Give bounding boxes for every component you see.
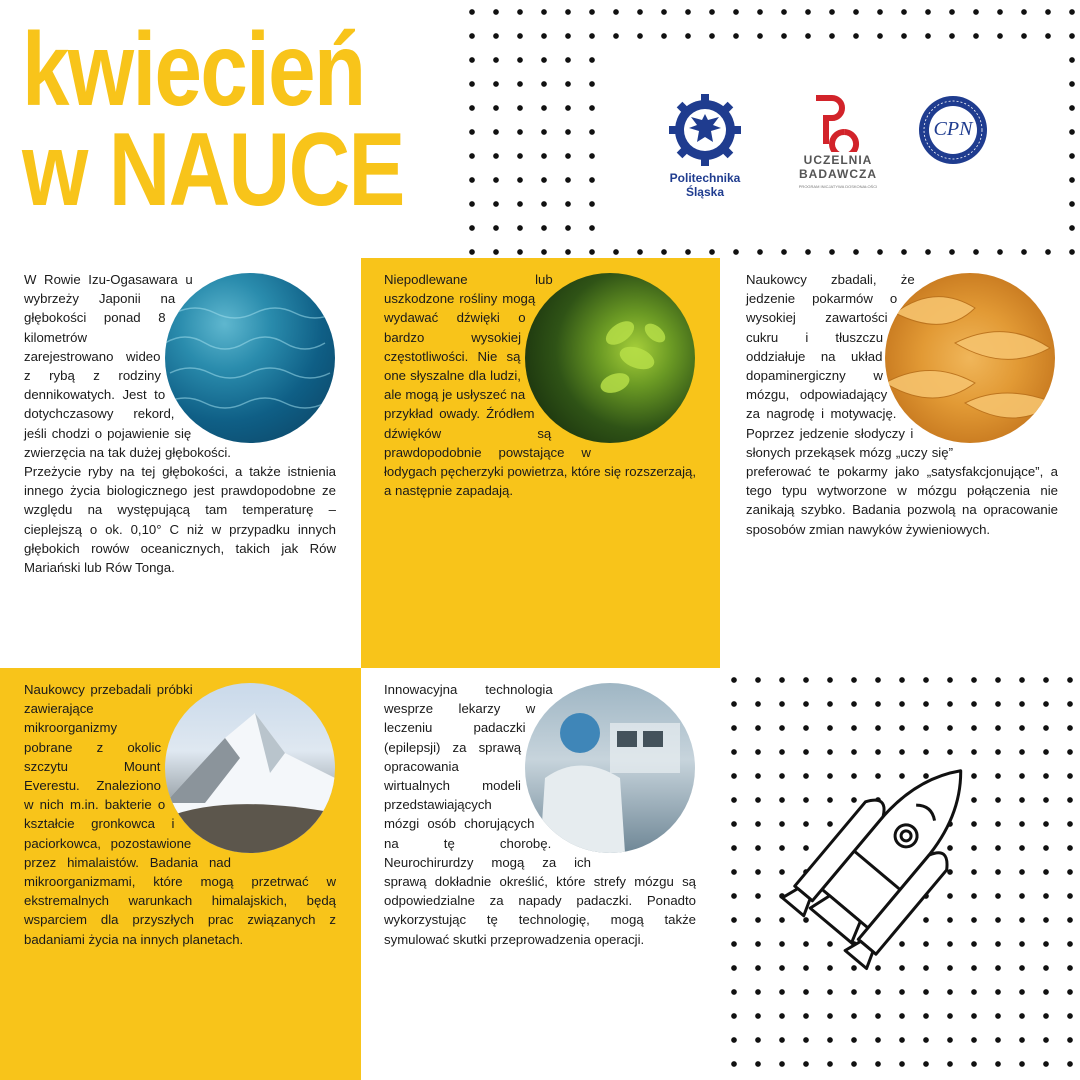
eagle-gear-emblem-icon [667,92,743,168]
logo-caption-line2: BADAWCZA [799,166,877,181]
logo-caption-line1: UCZELNIA [803,153,873,167]
card-text-junk-food-brain [746,270,1058,539]
text-wrap-spacer [520,678,696,854]
card-text-plant-sounds [384,270,696,500]
card-text-everest-microbes [24,680,336,949]
uczelnia-badawcza-mark-icon [806,92,870,152]
text-wrap-spacer [882,268,1058,444]
card-text-trench-fish [24,270,336,577]
rocket-icon [775,735,1005,975]
seal-initials: CPN [933,118,973,140]
text-wrap-spacer [160,268,336,444]
title-line-1: kwiecień [22,12,365,128]
logo-politechnika-slaska[interactable] [660,92,750,200]
text-wrap-spacer [160,678,336,854]
card-body: Innowacyjna technologia wesprze lekarzy w leczeniu padaczki (epilepsji) za sprawą opracowania wirtualnych modeli przedstawiających mózgi osób chorujących na tę chorobę. Neurochirurdzy mogą za ich sprawą dokładnie określić, które strefy mózgu są odpowiedzialne za napady padaczki. Ponadto wykorzystując tę technologię, mogą także symulować skutki przeprowadzenia operacji. [384,682,696,947]
card-body: Naukowcy przebadali próbki zawierające mikroorganizmy pobrane z okolic szczytu Mount Everestu. Znaleziono w nich m.in. bakterie o kształcie gronkowca i paciorkowca, pozostawione przez himalaistów. Badania nad mikroorganizmami, które mogą przetrwać w ekstremalnych warunkach himalajskich, będą wsparciem dla przyszłych prac związanych z badaniami życia na innych planetach. [24,682,336,947]
text-wrap-spacer [520,268,696,444]
logo-uczelnia-badawcza[interactable] [795,92,881,189]
logo-cpn[interactable] [915,94,991,166]
logo-caption-line1: Politechnika [669,171,741,185]
card-body: Naukowcy zbadali, że jedzenie pokarmów o wysokiej zawartości cukru i tłuszczu oddziałuje na układ dopaminergiczny w mózgu, odpowiadający za nagrodę i motywację. Poprzez jedzenie słodyczy i słonych przekąsek mózg „uczy się” preferować te pokarmy jako „satysfakcjonujące”, a tego typu wytworzone w mózgu połączenia nie zanikają szybko. Badania pozwolą na opracowanie sposobów zmian nawyków żywieniowych. [746,272,1058,537]
title-line-2: w NAUCE [22,112,404,228]
card-body: W Rowie Izu-Ogasawara u wybrzeży Japonii na głębokości ponad 8 kilometrów zarejestrowano wideo z rybą z rodziny dennikowatych. Jest to dotychczasowy rekord, jeśli chodzi o pojawienie się zwierzęcia na tak dużej głębokości. Przeżycie ryby na tej głębokości, a także istnienia innego życia biologicznego jest prawdopodobne ze względu na występującą tam temperaturę – cieplejszą o ok. 0,10° C niż w przypadku innych głębokich rowów oceanicznych, takich jak Rów Mariański lub Rów Tonga. [24,272,336,576]
logo-caption-line3: PROGRAM INICJATYWA DOSKONAŁOŚCI [798,183,878,189]
card-text-epilepsy-vr [384,680,696,949]
logo-caption-line2: Śląska [685,184,725,199]
card-body: Niepodlewane lub uszkodzone rośliny mogą wydawać dźwięki o bardzo wysokiej częstotliwości. Nie są one słyszalne dla ludzi, ale mogą je usłyszeć na przykład owady. Źródłem dźwięków są prawdopodobnie powstające w łodygach pęcherzyki powietrza, które się rozszerzają, a następnie zapadają. [384,272,696,499]
